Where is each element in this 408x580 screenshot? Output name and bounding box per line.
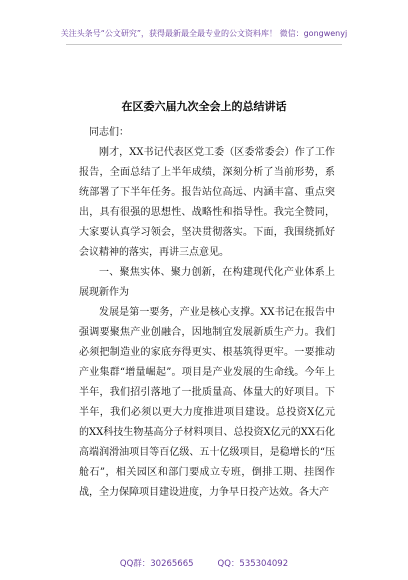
section-heading-1: 一、聚焦实体、聚力创新，在构建现代化产业体系上展现新作为 xyxy=(79,267,335,298)
document-title: 在区委六届九次全会上的总结讲话 xyxy=(121,100,287,113)
paragraph-opening: 刚才，XX书记代表区党工委（区委常委会）作了工作报告，全面总结了上半年成绩，深刻分析了当前形势，系统部署了下半年任务。报告站位高远、内涵丰富、重点突出，具有很强的思想性、战略性和指导性。我完全赞同，大家要认真学习领会，坚决贯彻落实。下面，我围绕抓好会议精神的落实，再讲三点意见。 xyxy=(79,147,335,258)
header-divider xyxy=(66,44,342,45)
footer-contact xyxy=(0,558,408,570)
paragraph-section-1: 发展是第一要务，产业是核心支撑。XX书记在报告中强调要聚焦产业创融合，因地制宜发展新质生产力。我们必须把制造业的家底夯得更实、根基筑得更牢。一要推动产业集群“增量崛起”。项目是产业发展的生命线。今年上半年，我们招引落地了一批质量高、体量大的好项目。下半年，我们必须以更大力度推进项目建设。总投资X亿元的XX科技生物基高分子材料项目、总投资X亿元的XX石化高端润滑油项目等百亿级、五十亿级项目，是稳增长的“压舱石”，相关园区和部门要成立专班，倒排工期、挂图作战，全力保障项目建设进度，力争早日投产达效。各大产 xyxy=(79,307,335,498)
document-body xyxy=(79,123,335,503)
footer-qq-group: QQ群：30265665 xyxy=(119,559,194,569)
header-banner: 关注头条号“公文研究”，获得最新最全最专业的公文资料库！ 微信：gongwenyj xyxy=(60,29,348,38)
salutation: 同志们： xyxy=(89,127,129,138)
footer-qq-number: QQ：535304092 xyxy=(217,559,289,569)
